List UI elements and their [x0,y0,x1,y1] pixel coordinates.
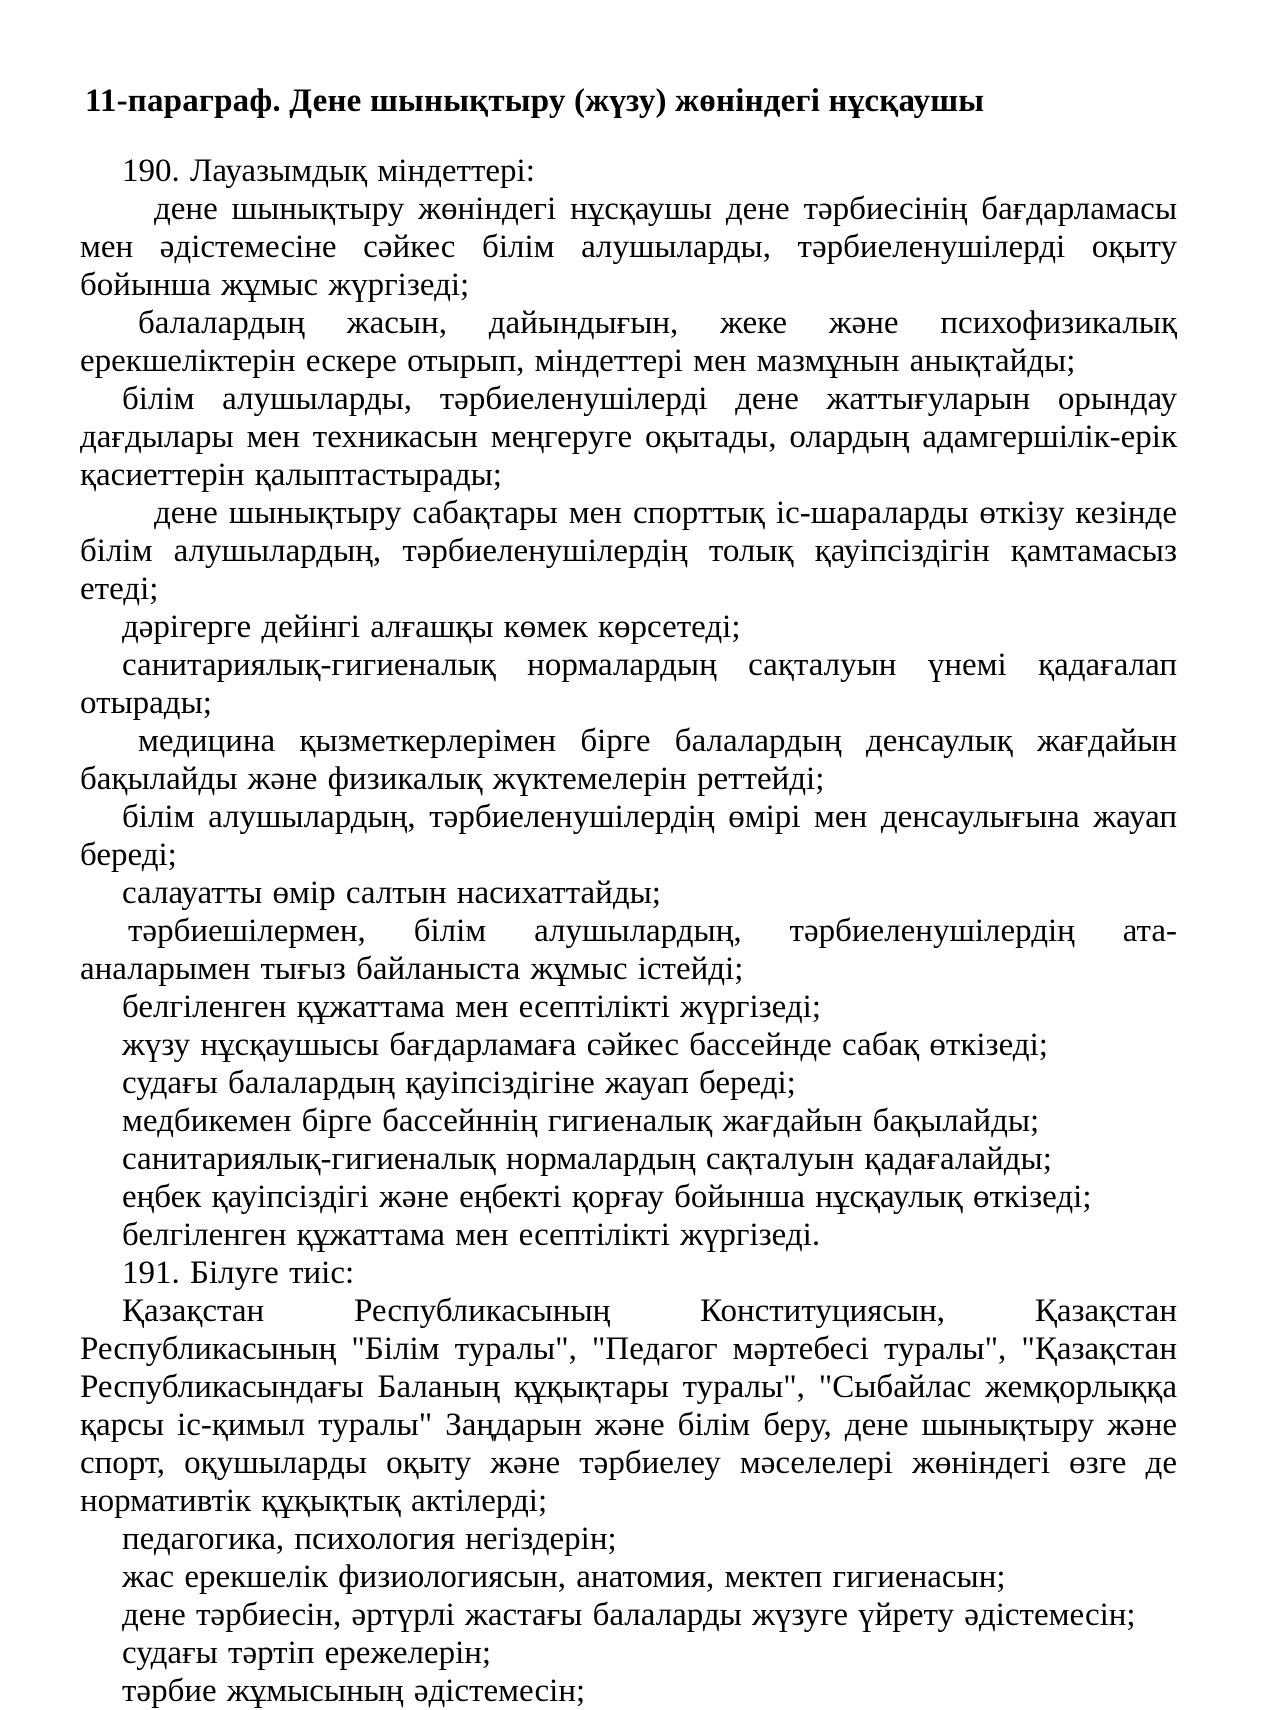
paragraph: судағы балалардың қауіпсіздігіне жауап береді; [122,1065,796,1101]
paragraph: Қазақстан Республикасының Конституциясын, Қазақстан Республикасының "Білім туралы", "Педагог мәртебесі туралы", "Қазақстан Республикасындағы Баланың құқықтары туралы", "Сыбайлас жемқорлыққа қарсы іс-қимыл туралы" Заңдарын және білім беру, дене шынықтыру және спорт, оқушыларды оқыту және тәрбиелеу мәселелері жөніндегі өзге де нормативтік құқықтық актілерді; [80,1293,1177,1519]
paragraph: жас ерекшелік физиологиясын, анатомия, мектеп гигиенасын; [122,1559,1006,1595]
paragraph: тәрбиешілермен, білім алушылардың, тәрбиеленушілердің ата-аналарымен тығыз байланыста жұмыс істейді; [80,913,1177,987]
paragraph: белгіленген құжаттама мен есептілікті жүргізеді; [122,989,821,1025]
paragraph: белгіленген құжаттама мен есептілікті жүргізеді. [122,1217,821,1253]
paragraph: тәрбие жұмысының әдістемесін; [122,1673,586,1709]
paragraph: санитариялық-гигиеналық нормалардың сақталуын үнемі қадағалап отырады; [80,647,1177,721]
paragraph: судағы тәртіп ережелерін; [122,1635,492,1671]
paragraph: балалардың жасын, дайындығын, жеке және психофизикалық ерекшеліктерін ескере отырып, міндеттері мен мазмұнын анықтайды; [80,305,1177,379]
paragraph: еңбек қауіпсіздігі және еңбекті қорғау бойынша нұсқаулық өткізеді; [122,1179,1092,1215]
paragraph: педагогика, психология негіздерін; [122,1521,617,1557]
paragraph-191-title: 191. Білуге тиіс: [122,1255,355,1291]
paragraph: дене шынықтыру жөніндегі нұсқаушы дене тәрбиесінің бағдарламасы мен әдістемесіне сәйкес білім алушыларды, тәрбиеленушілерді оқыту бойынша жұмыс жүргізеді; [80,191,1177,303]
paragraph: медбикемен бірге бассейннің гигиеналық жағдайын бақылайды; [122,1103,1040,1139]
paragraph: дене шынықтыру сабақтары мен спорттық іс-шараларды өткізу кезінде білім алушылардың, тәрбиеленушілердің толық қауіпсіздігін қамтамасыз етеді; [80,495,1177,607]
section-heading: 11-параграф. Дене шынықтыру (жүзу) жөніндегі нұсқаушы [85,83,985,119]
paragraph: дене тәрбиесін, әртүрлі жастағы балаларды жүзуге үйрету әдістемесін; [122,1597,1136,1633]
paragraph: білім алушылардың, тәрбиеленушілердің өмірі мен денсаулығына жауап береді; [80,799,1177,873]
paragraph: санитариялық-гигиеналық нормалардың сақталуын қадағалайды; [122,1141,1052,1177]
paragraph-190-title: 190. Лауазымдық міндеттері: [122,153,535,189]
paragraph: салауатты өмір салтын насихаттайды; [122,875,661,911]
paragraph: медицина қызметкерлерімен бірге балалардың денсаулық жағдайын бақылайды және физикалық жүктемелерін реттейді; [80,723,1177,797]
paragraph: жүзу нұсқаушысы бағдарламаға сәйкес бассейнде сабақ өткізеді; [122,1027,1048,1063]
paragraph: дәрігерге дейінгі алғашқы көмек көрсетеді; [122,609,741,645]
paragraph: білім алушыларды, тәрбиеленушілерді дене жаттығуларын орындау дағдылары мен техникасын меңгеруге оқытады, олардың адамгершілік-ерік қасиеттерін қалыптастырады; [80,381,1177,493]
